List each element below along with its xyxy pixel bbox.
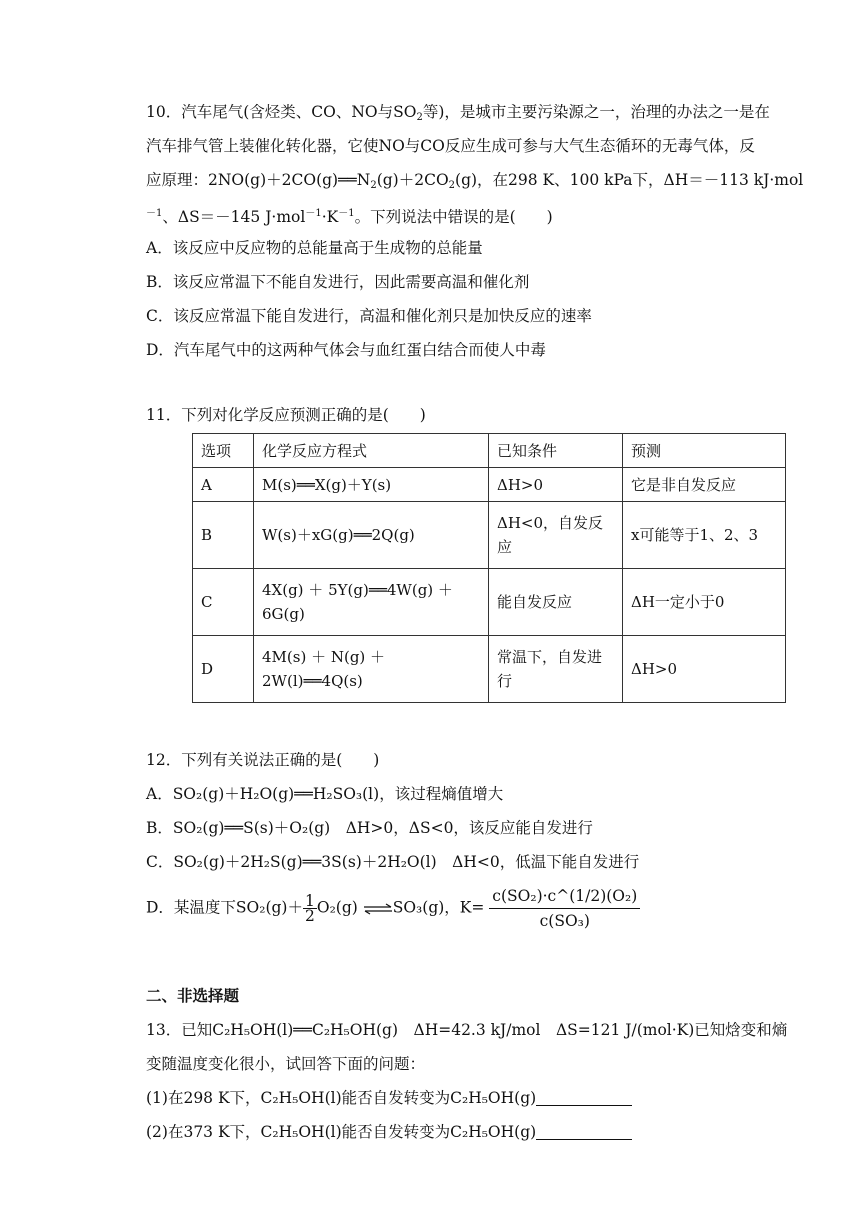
table-header-row (193, 434, 786, 468)
answer-blank[interactable] (536, 1089, 632, 1106)
q12-option-c: C．SO₂(g)＋2H₂S(g)══3S(s)＋2H₂O(l) ΔH<0，低温下能自发进行 (146, 853, 640, 871)
table-row (193, 468, 786, 502)
prediction-cell: ΔH>0 (623, 636, 786, 703)
condition-cell: 常温下，自发进行 (489, 636, 623, 703)
half-fraction: $\frac{1}{2}$ (304, 892, 315, 925)
q10-option-c: C．该反应常温下能自发进行，高温和催化剂只是加快反应的速率 (146, 307, 592, 325)
prediction-cell: 它是非自发反应 (623, 468, 786, 502)
option-cell: D (193, 636, 254, 703)
header-cell: 已知条件 (489, 434, 623, 468)
q10-line-2: 汽车排气管上装催化转化器，它使NO与CO反应生成可参与大气生态循环的无毒气体，反 (146, 137, 755, 155)
q13-subquestion-2: (2)在373 K下，C₂H₅OH(l)能否自发转变为C₂H₅OH(g) (146, 1121, 632, 1143)
answer-blank[interactable] (536, 1123, 632, 1140)
prediction-cell: x可能等于1、2、3 (623, 502, 786, 569)
option-cell: A (193, 468, 254, 502)
equation-cell: M(s)══X(g)＋Y(s) (254, 468, 489, 502)
q12-stem: 12．下列有关说法正确的是( ) (146, 751, 380, 769)
equation-cell: W(s)＋xG(g)══2Q(g) (254, 502, 489, 569)
q12-option-d: D．某温度下SO₂(g)＋ $\frac{1}{2}$ O₂(g) SO₃(g)，K= $\frac{\text{c(SO₂)·c\textasciicircum{}(1/2)(O₂)}}{\text{c(SO₃)}}$ (146, 886, 640, 931)
q10-option-a: A．该反应中反应物的总能量高于生成物的总能量 (146, 239, 483, 257)
header-cell: 预测 (623, 434, 786, 468)
option-cell: B (193, 502, 254, 569)
q10-line-4: $^{-1}$、ΔS＝－145 $J\cdot mol^{-1}\cdot K^{-1}$。下列说法中错误的是( ) (146, 208, 553, 226)
q10-line-1: 10．汽车尾气(含烃类、CO、NO与$SO_2$等)，是城市主要污染源之一，治理的办法之一是在 (146, 103, 770, 123)
equation-cell: 4X(g) ＋ 5Y(g)══4W(g) ＋ 6G(g) (254, 569, 489, 636)
q13-subquestion-1: (1)在298 K下，C₂H₅OH(l)能否自发转变为C₂H₅OH(g) (146, 1087, 632, 1109)
equilibrium-arrow-icon (363, 903, 393, 915)
table-row (193, 502, 786, 569)
equilibrium-constant-fraction: $\frac{\text{c(SO₂)·c\textasciicircum{}(1/2)(O₂)}}{\text{c(SO₃)}}$ (489, 886, 640, 931)
equation-cell: 4M(s) ＋ N(g) ＋ 2W(l)══4Q(s) (254, 636, 489, 703)
header-cell: 选项 (193, 434, 254, 468)
prediction-cell: ΔH一定小于0 (623, 569, 786, 636)
q12-option-b: B．SO₂(g)══S(s)＋O₂(g) ΔH>0，ΔS<0，该反应能自发进行 (146, 819, 593, 837)
header-cell: 化学反应方程式 (254, 434, 489, 468)
q10-option-b: B．该反应常温下不能自发进行，因此需要高温和催化剂 (146, 273, 530, 291)
table-row (193, 636, 786, 703)
q10-line-3: 应原理：$2NO(g)+2CO(g)══N_2(g)+2CO_2(g)$，在298 K、100 kPa下，ΔH＝－113 kJ·mol (146, 171, 804, 191)
q13-line-1: 13．已知C₂H₅OH(l)══C₂H₅OH(g) ΔH=42.3 kJ/mol ΔS=121 J/(mol·K)已知焓变和熵 (146, 1021, 788, 1039)
q12-option-a: A．SO₂(g)＋H₂O(g)══H₂SO₃(l)，该过程熵值增大 (146, 785, 504, 803)
section-title: 二、非选择题 (146, 987, 240, 1005)
q13-line-2: 变随温度变化很小，试回答下面的问题： (146, 1055, 426, 1073)
q10-option-d: D．汽车尾气中的这两种气体会与血红蛋白结合而使人中毒 (146, 341, 546, 359)
condition-cell: ΔH>0 (489, 468, 623, 502)
q11-table (192, 433, 786, 703)
table-row (193, 569, 786, 636)
option-cell: C (193, 569, 254, 636)
condition-cell: 能自发反应 (489, 569, 623, 636)
q11-stem: 11．下列对化学反应预测正确的是( ) (146, 406, 426, 424)
condition-cell: ΔH<0，自发反应 (489, 502, 623, 569)
